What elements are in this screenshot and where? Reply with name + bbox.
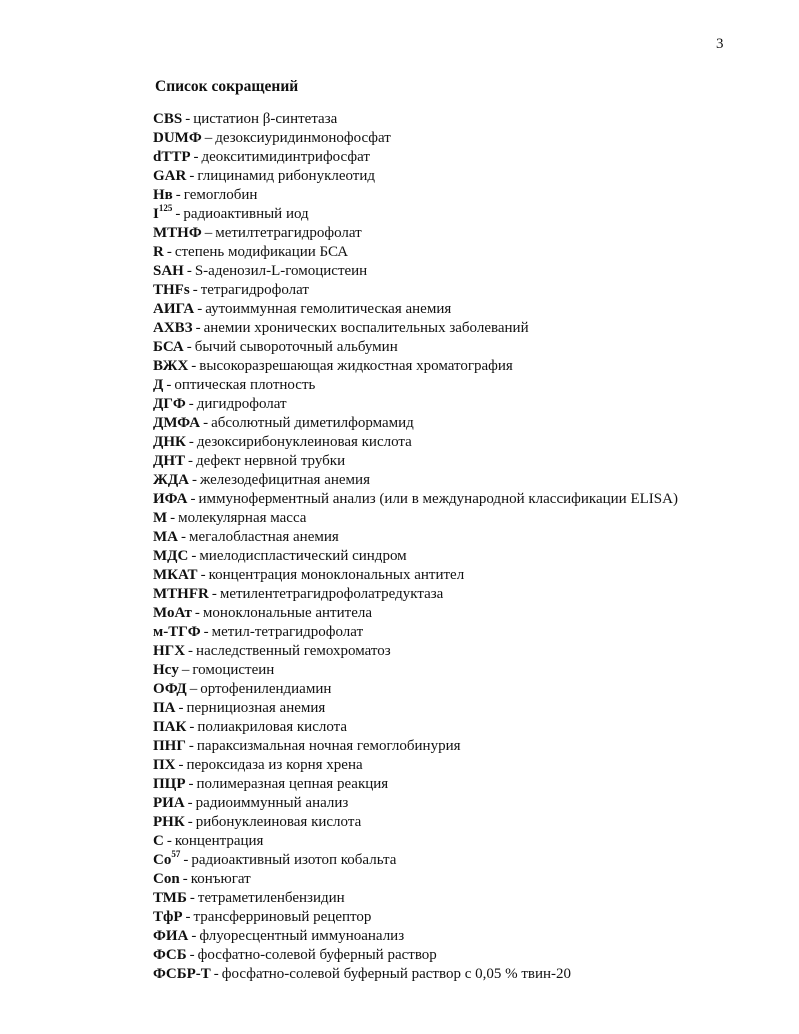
- abbreviation-separator: -: [200, 567, 206, 583]
- abbreviation-entry: [153, 338, 678, 357]
- abbreviation-term-text: МКАТ: [153, 567, 198, 583]
- abbreviation-term: [153, 890, 187, 906]
- abbreviation-entry: [153, 205, 678, 224]
- abbreviation-term-text: ПА: [153, 700, 176, 716]
- abbreviation-separator: -: [166, 244, 172, 260]
- abbreviation-term: [153, 453, 185, 469]
- abbreviation-term: [153, 472, 189, 488]
- abbreviation-definition: анемии хронических воспалительных заболеваний: [203, 320, 529, 336]
- abbreviation-definition: степень модификации БСА: [174, 244, 349, 260]
- abbreviation-entry: [153, 813, 678, 832]
- abbreviation-entry: [153, 642, 678, 661]
- abbreviation-separator: -: [189, 719, 195, 735]
- abbreviation-term-text: ТфР: [153, 909, 183, 925]
- abbreviation-separator: -: [170, 510, 176, 526]
- abbreviation-definition: флуоресцентный иммуноанализ: [199, 928, 405, 944]
- abbreviation-term-text: THFs: [153, 282, 190, 298]
- abbreviation-term-text: ТМБ: [153, 890, 187, 906]
- abbreviation-separator: –: [204, 130, 213, 146]
- abbreviation-definition: мегалобластная анемия: [189, 529, 339, 545]
- abbreviation-separator: -: [195, 320, 201, 336]
- abbreviation-definition: параксизмальная ночная гемоглобинурия: [196, 738, 461, 754]
- abbreviation-term-text: М: [153, 510, 168, 526]
- abbreviation-term-text: м-ТГФ: [153, 624, 201, 640]
- abbreviation-definition: метил-тетрагидрофолат: [211, 624, 364, 640]
- abbreviation-definition: дезоксирибонуклеиновая кислота: [196, 434, 412, 450]
- abbreviation-entry: [153, 300, 678, 319]
- abbreviation-separator: -: [189, 947, 195, 963]
- abbreviation-definition: бычий сывороточный альбумин: [194, 339, 398, 355]
- abbreviation-term: [153, 434, 186, 450]
- abbreviation-separator: -: [185, 111, 191, 127]
- abbreviation-entry: [153, 471, 678, 490]
- abbreviation-definition: гемоглобин: [183, 187, 258, 203]
- page-title: Список сокращений: [155, 78, 299, 95]
- abbreviation-term-text: ПХ: [153, 757, 176, 773]
- abbreviation-term: [153, 605, 192, 621]
- abbreviation-definition: наследственный гемохроматоз: [196, 643, 391, 659]
- abbreviation-term-text: CBS: [153, 111, 183, 127]
- abbreviation-separator: -: [188, 396, 194, 412]
- abbreviation-entry: [153, 927, 678, 946]
- abbreviation-entry: [153, 547, 678, 566]
- abbreviation-separator: -: [166, 377, 172, 393]
- abbreviation-term: [153, 358, 188, 374]
- abbreviation-term: [153, 320, 193, 336]
- abbreviation-term: [153, 662, 179, 678]
- abbreviation-entry: [153, 604, 678, 623]
- abbreviation-entry: [153, 414, 678, 433]
- abbreviation-separator: -: [191, 358, 197, 374]
- abbreviation-definition: радиоиммунный анализ: [195, 795, 349, 811]
- abbreviation-separator: -: [192, 282, 198, 298]
- abbreviation-term: [153, 377, 163, 393]
- abbreviation-term-text: ФИА: [153, 928, 189, 944]
- abbreviation-entry: [153, 490, 678, 509]
- abbreviation-entry: [153, 965, 678, 984]
- abbreviation-definition: дезоксиуридинмонофосфат: [215, 130, 391, 146]
- abbreviation-separator: –: [204, 225, 213, 241]
- abbreviation-entry: [153, 433, 678, 452]
- abbreviation-definition: полиакриловая кислота: [197, 719, 348, 735]
- abbreviation-separator: -: [193, 149, 199, 165]
- abbreviation-term: [153, 130, 202, 146]
- abbreviation-definition: метилтетрагидрофолат: [215, 225, 362, 241]
- abbreviation-term-text: РИА: [153, 795, 185, 811]
- abbreviation-definition: концентрация: [174, 833, 264, 849]
- abbreviation-term: [153, 491, 187, 507]
- abbreviation-separator: –: [181, 662, 190, 678]
- abbreviation-list: [153, 110, 678, 984]
- abbreviation-separator: -: [182, 871, 188, 887]
- abbreviation-entry: [153, 699, 678, 718]
- abbreviation-term: [153, 928, 188, 944]
- abbreviation-term-text: ПНГ: [153, 738, 186, 754]
- abbreviation-definition: фосфатно-солевой буферный раствор с 0,05 % твин-20: [221, 966, 572, 982]
- abbreviation-term: [153, 681, 187, 697]
- abbreviation-term-text: MTHFR: [153, 586, 209, 602]
- abbreviation-term-text: НГХ: [153, 643, 186, 659]
- abbreviation-definition: цистатион β-синтетаза: [193, 111, 338, 127]
- abbreviation-term: [153, 795, 185, 811]
- abbreviation-term: [153, 225, 202, 241]
- abbreviation-term: [153, 643, 185, 659]
- abbreviation-separator: -: [197, 301, 203, 317]
- abbreviation-term: [153, 849, 181, 868]
- abbreviation-term-text: ДНТ: [153, 453, 185, 469]
- abbreviation-separator: -: [211, 586, 217, 602]
- abbreviation-term: [153, 947, 187, 963]
- abbreviation-separator: -: [203, 624, 209, 640]
- abbreviation-definition: миелодиспластический синдром: [199, 548, 407, 564]
- abbreviation-separator: -: [185, 909, 191, 925]
- abbreviation-term-text: Con: [153, 871, 180, 887]
- abbreviation-definition: пернициозная анемия: [186, 700, 326, 716]
- abbreviation-entry: [153, 775, 678, 794]
- abbreviation-term: [153, 339, 184, 355]
- abbreviation-definition: тетрагидрофолат: [200, 282, 309, 298]
- abbreviation-entry: [153, 585, 678, 604]
- abbreviation-definition: радиоактивный изотоп кобальта: [191, 852, 397, 868]
- abbreviation-term-text: ИФА: [153, 491, 188, 507]
- abbreviation-definition: иммуноферментный анализ (или в международной классификации ELISA): [198, 491, 678, 507]
- abbreviation-entry: [153, 832, 678, 851]
- abbreviation-separator: -: [187, 814, 193, 830]
- abbreviation-separator: -: [181, 529, 186, 545]
- abbreviation-separator: -: [166, 833, 172, 849]
- abbreviation-definition: моноклональные антитела: [202, 605, 372, 621]
- abbreviation-term-text: ДМФА: [153, 415, 201, 431]
- abbreviation-separator: -: [203, 415, 209, 431]
- abbreviation-separator: -: [187, 795, 193, 811]
- abbreviation-term-text: АИГА: [153, 301, 195, 317]
- abbreviation-entry: [153, 908, 678, 927]
- abbreviation-entry: [153, 281, 678, 300]
- abbreviation-separator: -: [188, 643, 194, 659]
- abbreviation-term-text: МТНФ: [153, 225, 202, 241]
- abbreviation-definition: гомоцистеин: [192, 662, 275, 678]
- abbreviation-term-text: ОФД: [153, 681, 187, 697]
- abbreviation-term-text: МДС: [153, 548, 189, 564]
- abbreviation-term-text: Д: [153, 377, 164, 393]
- abbreviation-term: [153, 282, 190, 298]
- abbreviation-term-text: ФСБР-Т: [153, 966, 211, 982]
- abbreviation-term: [153, 871, 180, 887]
- abbreviation-term: [153, 187, 173, 203]
- abbreviation-separator: -: [189, 890, 195, 906]
- abbreviation-entry: [153, 186, 678, 205]
- abbreviation-definition: радиоактивный иод: [183, 206, 309, 222]
- abbreviation-separator: -: [186, 263, 192, 279]
- abbreviation-term-text: МА: [153, 529, 178, 545]
- abbreviation-definition: тетраметиленбензидин: [197, 890, 345, 906]
- abbreviation-separator: -: [188, 453, 193, 469]
- abbreviation-term: [153, 909, 183, 925]
- abbreviation-term: [153, 757, 176, 773]
- abbreviation-entry: [153, 395, 678, 414]
- abbreviation-term-text: dTTP: [153, 149, 191, 165]
- abbreviation-separator: -: [178, 700, 184, 716]
- abbreviation-entry: [153, 110, 678, 129]
- page-number: 3: [716, 36, 724, 52]
- abbreviation-definition: пероксидаза из корня хрена: [186, 757, 363, 773]
- abbreviation-entry: [153, 509, 678, 528]
- abbreviation-term-text: DUMФ: [153, 130, 202, 146]
- abbreviation-term-text: ПАК: [153, 719, 187, 735]
- abbreviation-term: [153, 548, 188, 564]
- abbreviation-term: [153, 966, 211, 982]
- abbreviation-term: [153, 567, 198, 583]
- abbreviation-separator: -: [191, 472, 197, 488]
- abbreviation-term-text: ВЖХ: [153, 358, 189, 374]
- abbreviation-separator: –: [189, 681, 198, 697]
- abbreviation-term-text: ЖДА: [153, 472, 189, 488]
- abbreviation-term: [153, 396, 186, 412]
- abbreviation-term: [153, 203, 173, 222]
- abbreviation-separator: -: [213, 966, 219, 982]
- abbreviation-term-text: Со: [153, 852, 172, 868]
- abbreviation-term: [153, 244, 164, 260]
- abbreviation-definition: железодефицитная анемия: [199, 472, 370, 488]
- abbreviation-entry: [153, 946, 678, 965]
- abbreviation-definition: конъюгат: [190, 871, 251, 887]
- abbreviation-entry: [153, 680, 678, 699]
- abbreviation-separator: -: [178, 757, 184, 773]
- abbreviation-definition: дефект нервной трубки: [196, 453, 346, 469]
- abbreviation-term: [153, 168, 186, 184]
- abbreviation-entry: [153, 167, 678, 186]
- abbreviation-entry: [153, 148, 678, 167]
- abbreviation-definition: высокоразрешающая жидкостная хроматография: [199, 358, 513, 374]
- abbreviation-term-text: БСА: [153, 339, 184, 355]
- abbreviation-entry: [153, 528, 678, 547]
- abbreviation-term-text: ПЦР: [153, 776, 186, 792]
- abbreviation-definition: абсолютный диметилформамид: [211, 415, 414, 431]
- abbreviation-entry: [153, 661, 678, 680]
- abbreviation-term: [153, 111, 182, 127]
- abbreviation-definition: трансферриновый рецептор: [193, 909, 372, 925]
- abbreviation-entry: [153, 357, 678, 376]
- abbreviation-entry: [153, 718, 678, 737]
- abbreviation-term: [153, 263, 184, 279]
- abbreviation-term: [153, 301, 194, 317]
- abbreviation-separator: -: [189, 168, 195, 184]
- abbreviation-separator: -: [175, 187, 181, 203]
- abbreviation-separator: -: [188, 738, 194, 754]
- abbreviation-term-text: ДНК: [153, 434, 186, 450]
- abbreviation-term-text: ДГФ: [153, 396, 186, 412]
- abbreviation-term-text: SAH: [153, 263, 184, 279]
- abbreviation-entry: [153, 756, 678, 775]
- abbreviation-entry: [153, 737, 678, 756]
- abbreviation-entry: [153, 794, 678, 813]
- abbreviation-entry: [153, 851, 678, 870]
- abbreviation-entry: [153, 262, 678, 281]
- abbreviation-separator: -: [186, 339, 192, 355]
- abbreviation-superscript: 57: [171, 849, 181, 859]
- abbreviation-definition: деокситимидинтрифосфат: [201, 149, 370, 165]
- abbreviation-term: [153, 814, 185, 830]
- abbreviation-term: [153, 149, 191, 165]
- abbreviation-term-text: РНК: [153, 814, 185, 830]
- abbreviation-definition: молекулярная масса: [178, 510, 307, 526]
- abbreviation-entry: [153, 566, 678, 585]
- abbreviation-separator: -: [188, 776, 194, 792]
- abbreviation-entry: [153, 452, 678, 471]
- abbreviation-separator: -: [183, 852, 189, 868]
- abbreviation-term-text: С: [153, 833, 164, 849]
- abbreviation-separator: -: [188, 434, 194, 450]
- abbreviation-term-text: Hcy: [153, 662, 179, 678]
- abbreviation-definition: полимеразная цепная реакция: [196, 776, 389, 792]
- abbreviation-term: [153, 529, 178, 545]
- abbreviation-term: [153, 700, 176, 716]
- abbreviation-separator: -: [191, 928, 197, 944]
- abbreviation-entry: [153, 243, 678, 262]
- abbreviation-separator: -: [175, 206, 181, 222]
- abbreviation-entry: [153, 623, 678, 642]
- abbreviation-term: [153, 586, 209, 602]
- abbreviation-term-text: GAR: [153, 168, 187, 184]
- abbreviation-term: [153, 415, 200, 431]
- abbreviation-term-text: Нв: [153, 187, 173, 203]
- abbreviation-separator: -: [191, 548, 197, 564]
- abbreviation-definition: рибонуклеиновая кислота: [195, 814, 362, 830]
- abbreviation-definition: оптическая плотность: [174, 377, 316, 393]
- abbreviation-term: [153, 624, 201, 640]
- abbreviation-definition: дигидрофолат: [196, 396, 287, 412]
- abbreviation-term-text: МоАт: [153, 605, 192, 621]
- abbreviation-definition: фосфатно-солевой буферный раствор: [197, 947, 437, 963]
- abbreviation-entry: [153, 224, 678, 243]
- abbreviation-term-text: I: [153, 206, 159, 222]
- abbreviation-entry: [153, 376, 678, 395]
- abbreviation-entry: [153, 319, 678, 338]
- abbreviation-term-text: R: [153, 244, 164, 260]
- abbreviation-definition: S-аденозил-L-гомоцистеин: [194, 263, 368, 279]
- abbreviation-superscript: 125: [158, 203, 173, 213]
- abbreviation-entry: [153, 129, 678, 148]
- abbreviation-definition: ортофенилендиамин: [200, 681, 332, 697]
- abbreviation-definition: глицинамид рибонуклеотид: [197, 168, 376, 184]
- abbreviation-definition: аутоиммунная гемолитическая анемия: [205, 301, 452, 317]
- abbreviation-term-text: АХВЗ: [153, 320, 193, 336]
- abbreviation-term-text: ФСБ: [153, 947, 187, 963]
- abbreviation-term: [153, 833, 164, 849]
- abbreviation-entry: [153, 870, 678, 889]
- abbreviation-term: [153, 510, 167, 526]
- abbreviation-definition: метилентетрагидрофолатредуктаза: [219, 586, 444, 602]
- abbreviation-entry: [153, 889, 678, 908]
- abbreviation-separator: -: [194, 605, 200, 621]
- abbreviation-separator: -: [190, 491, 196, 507]
- abbreviation-definition: концентрация моноклональных антител: [208, 567, 465, 583]
- abbreviation-term: [153, 738, 186, 754]
- abbreviation-term: [153, 776, 186, 792]
- abbreviation-term: [153, 719, 186, 735]
